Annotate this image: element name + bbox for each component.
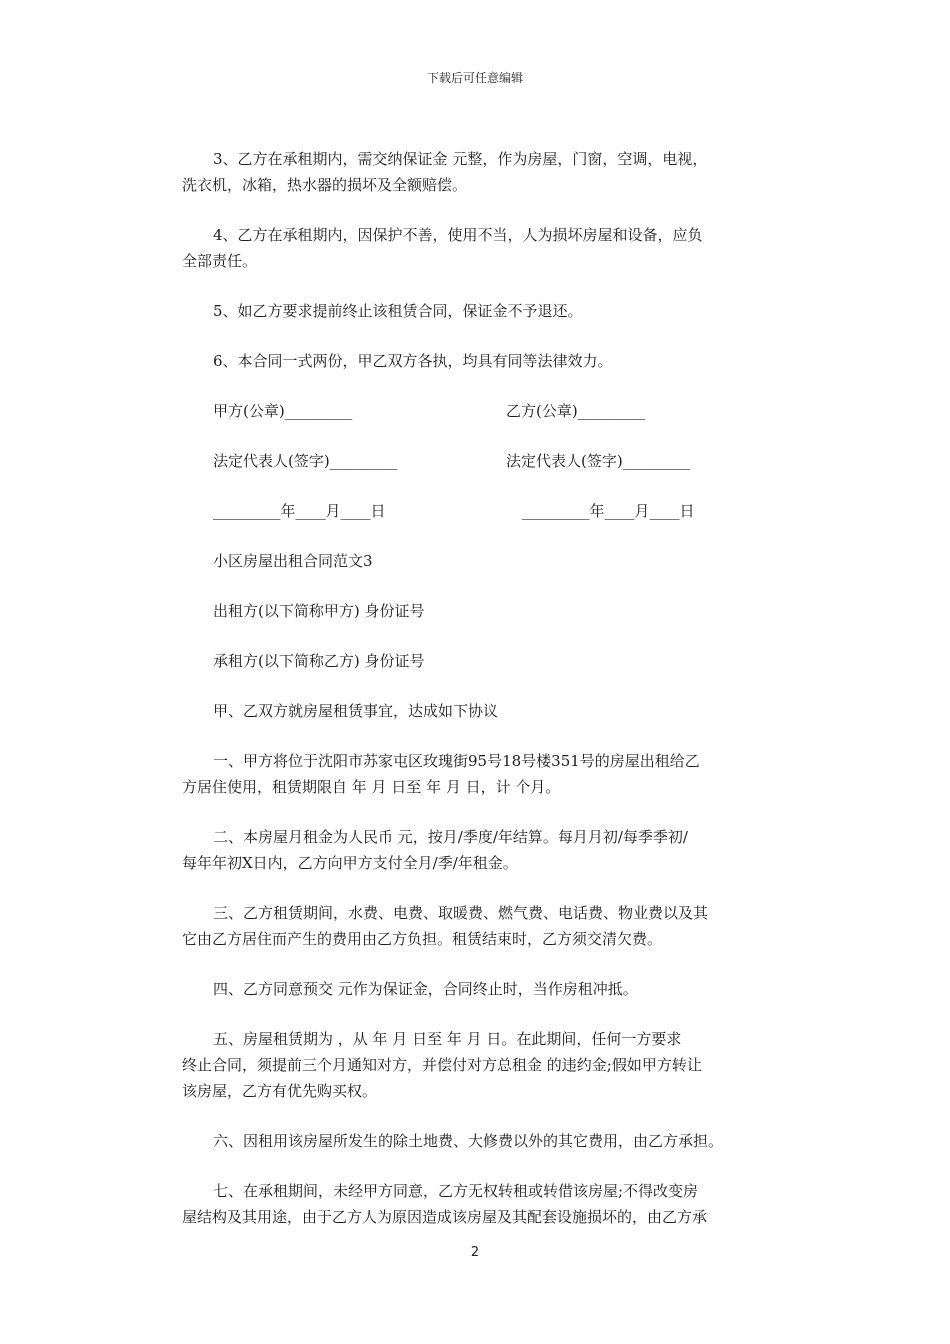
date-row <box>182 498 782 524</box>
paragraph-line: 五、房屋租赁期为 ，从 年 月 日至 年 月 日。在此期间，任何一方要求 <box>213 1030 682 1048</box>
party-a-seal: 甲方(公章)_________ <box>213 402 353 420</box>
paragraph-line: 方居住使用，租赁期限自 年 月 日至 年 月 日，计 个月。 <box>182 778 561 796</box>
paragraph <box>182 976 782 1002</box>
paragraph <box>182 748 782 800</box>
paragraph <box>182 146 782 198</box>
paragraphs-top <box>182 146 782 374</box>
paragraph-line: 小区房屋出租合同范文3 <box>213 552 373 570</box>
party-a-representative: 法定代表人(签字)_________ <box>213 452 398 470</box>
paragraph-line: 甲、乙双方就房屋租赁事宜，达成如下协议 <box>213 702 499 720</box>
paragraph <box>182 900 782 952</box>
paragraph-line: 承租方(以下简称乙方) 身份证号 <box>213 652 425 670</box>
paragraph-line: 终止合同，须提前三个月通知对方，并偿付对方总租金 的违约金;假如甲方转让 <box>182 1056 702 1074</box>
paragraph-line: 它由乙方居住而产生的费用由乙方负担。租赁结束时，乙方须交清欠费。 <box>182 930 663 948</box>
paragraph <box>182 348 782 374</box>
paragraph <box>182 222 782 274</box>
paragraph-line: 5、如乙方要求提前终止该租赁合同，保证金不予退还。 <box>213 302 583 320</box>
document-body <box>182 146 782 1254</box>
paragraph-line: 二、本房屋月租金为人民币 元，按月/季度/年结算。每月月初/每季季初/ <box>213 828 688 846</box>
page-number: 2 <box>470 1245 480 1260</box>
paragraph-line: 屋结构及其用途，由于乙方人为原因造成该房屋及其配套设施损坏的，由乙方承 <box>182 1208 708 1226</box>
paragraph <box>182 1128 782 1154</box>
paragraph-line: 全部责任。 <box>182 252 258 270</box>
paragraph-line: 七、在承租期间，未经甲方同意，乙方无权转租或转借该房屋;不得改变房 <box>213 1182 699 1200</box>
paragraph <box>182 824 782 876</box>
paragraph-line: 6、本合同一式两份，甲乙双方各执，均具有同等法律效力。 <box>213 352 613 370</box>
representative-row <box>182 448 782 474</box>
paragraph-line: 六、因租用该房屋所发生的除土地费、大修费以外的其它费用，由乙方承担。 <box>213 1132 724 1150</box>
paragraph-line: 一、甲方将位于沈阳市苏家屯区玫瑰街95号18号楼351号的房屋出租给乙 <box>213 752 700 770</box>
paragraph-line: 三、乙方租赁期间，水费、电费、取暖费、燃气费、电话费、物业费以及其 <box>213 904 709 922</box>
paragraph-line: 四、乙方同意预交 元作为保证金，合同终止时，当作房租冲抵。 <box>213 980 638 998</box>
paragraph-line: 每年年初X日内，乙方向甲方支付全月/季/年租金。 <box>182 854 518 872</box>
party-b-seal: 乙方(公章)_________ <box>506 402 646 420</box>
paragraph <box>182 648 782 674</box>
party-a-date: _________年____月____日 <box>213 502 386 520</box>
paragraph-line: 该房屋，乙方有优先购买权。 <box>182 1082 378 1100</box>
paragraph <box>182 598 782 624</box>
section-title <box>182 548 782 574</box>
paragraph <box>182 1026 782 1104</box>
seal-row <box>182 398 782 424</box>
paragraph-line: 3、乙方在承租期内，需交纳保证金 元整，作为房屋，门窗，空调，电视， <box>213 150 708 168</box>
page-header: 下载后可任意编辑 <box>426 71 523 85</box>
paragraph <box>182 698 782 724</box>
paragraph-line: 洗衣机，冰箱，热水器的损坏及全额赔偿。 <box>182 176 468 194</box>
paragraphs-bottom <box>182 548 782 1230</box>
party-b-date: _________年____月____日 <box>522 502 695 520</box>
paragraph-line: 4、乙方在承租期内，因保护不善，使用不当，人为损坏房屋和设备，应负 <box>213 226 703 244</box>
paragraph-line: 出租方(以下简称甲方) 身份证号 <box>213 602 425 620</box>
party-b-representative: 法定代表人(签字)_________ <box>506 452 691 470</box>
paragraph <box>182 298 782 324</box>
paragraph <box>182 1178 782 1230</box>
